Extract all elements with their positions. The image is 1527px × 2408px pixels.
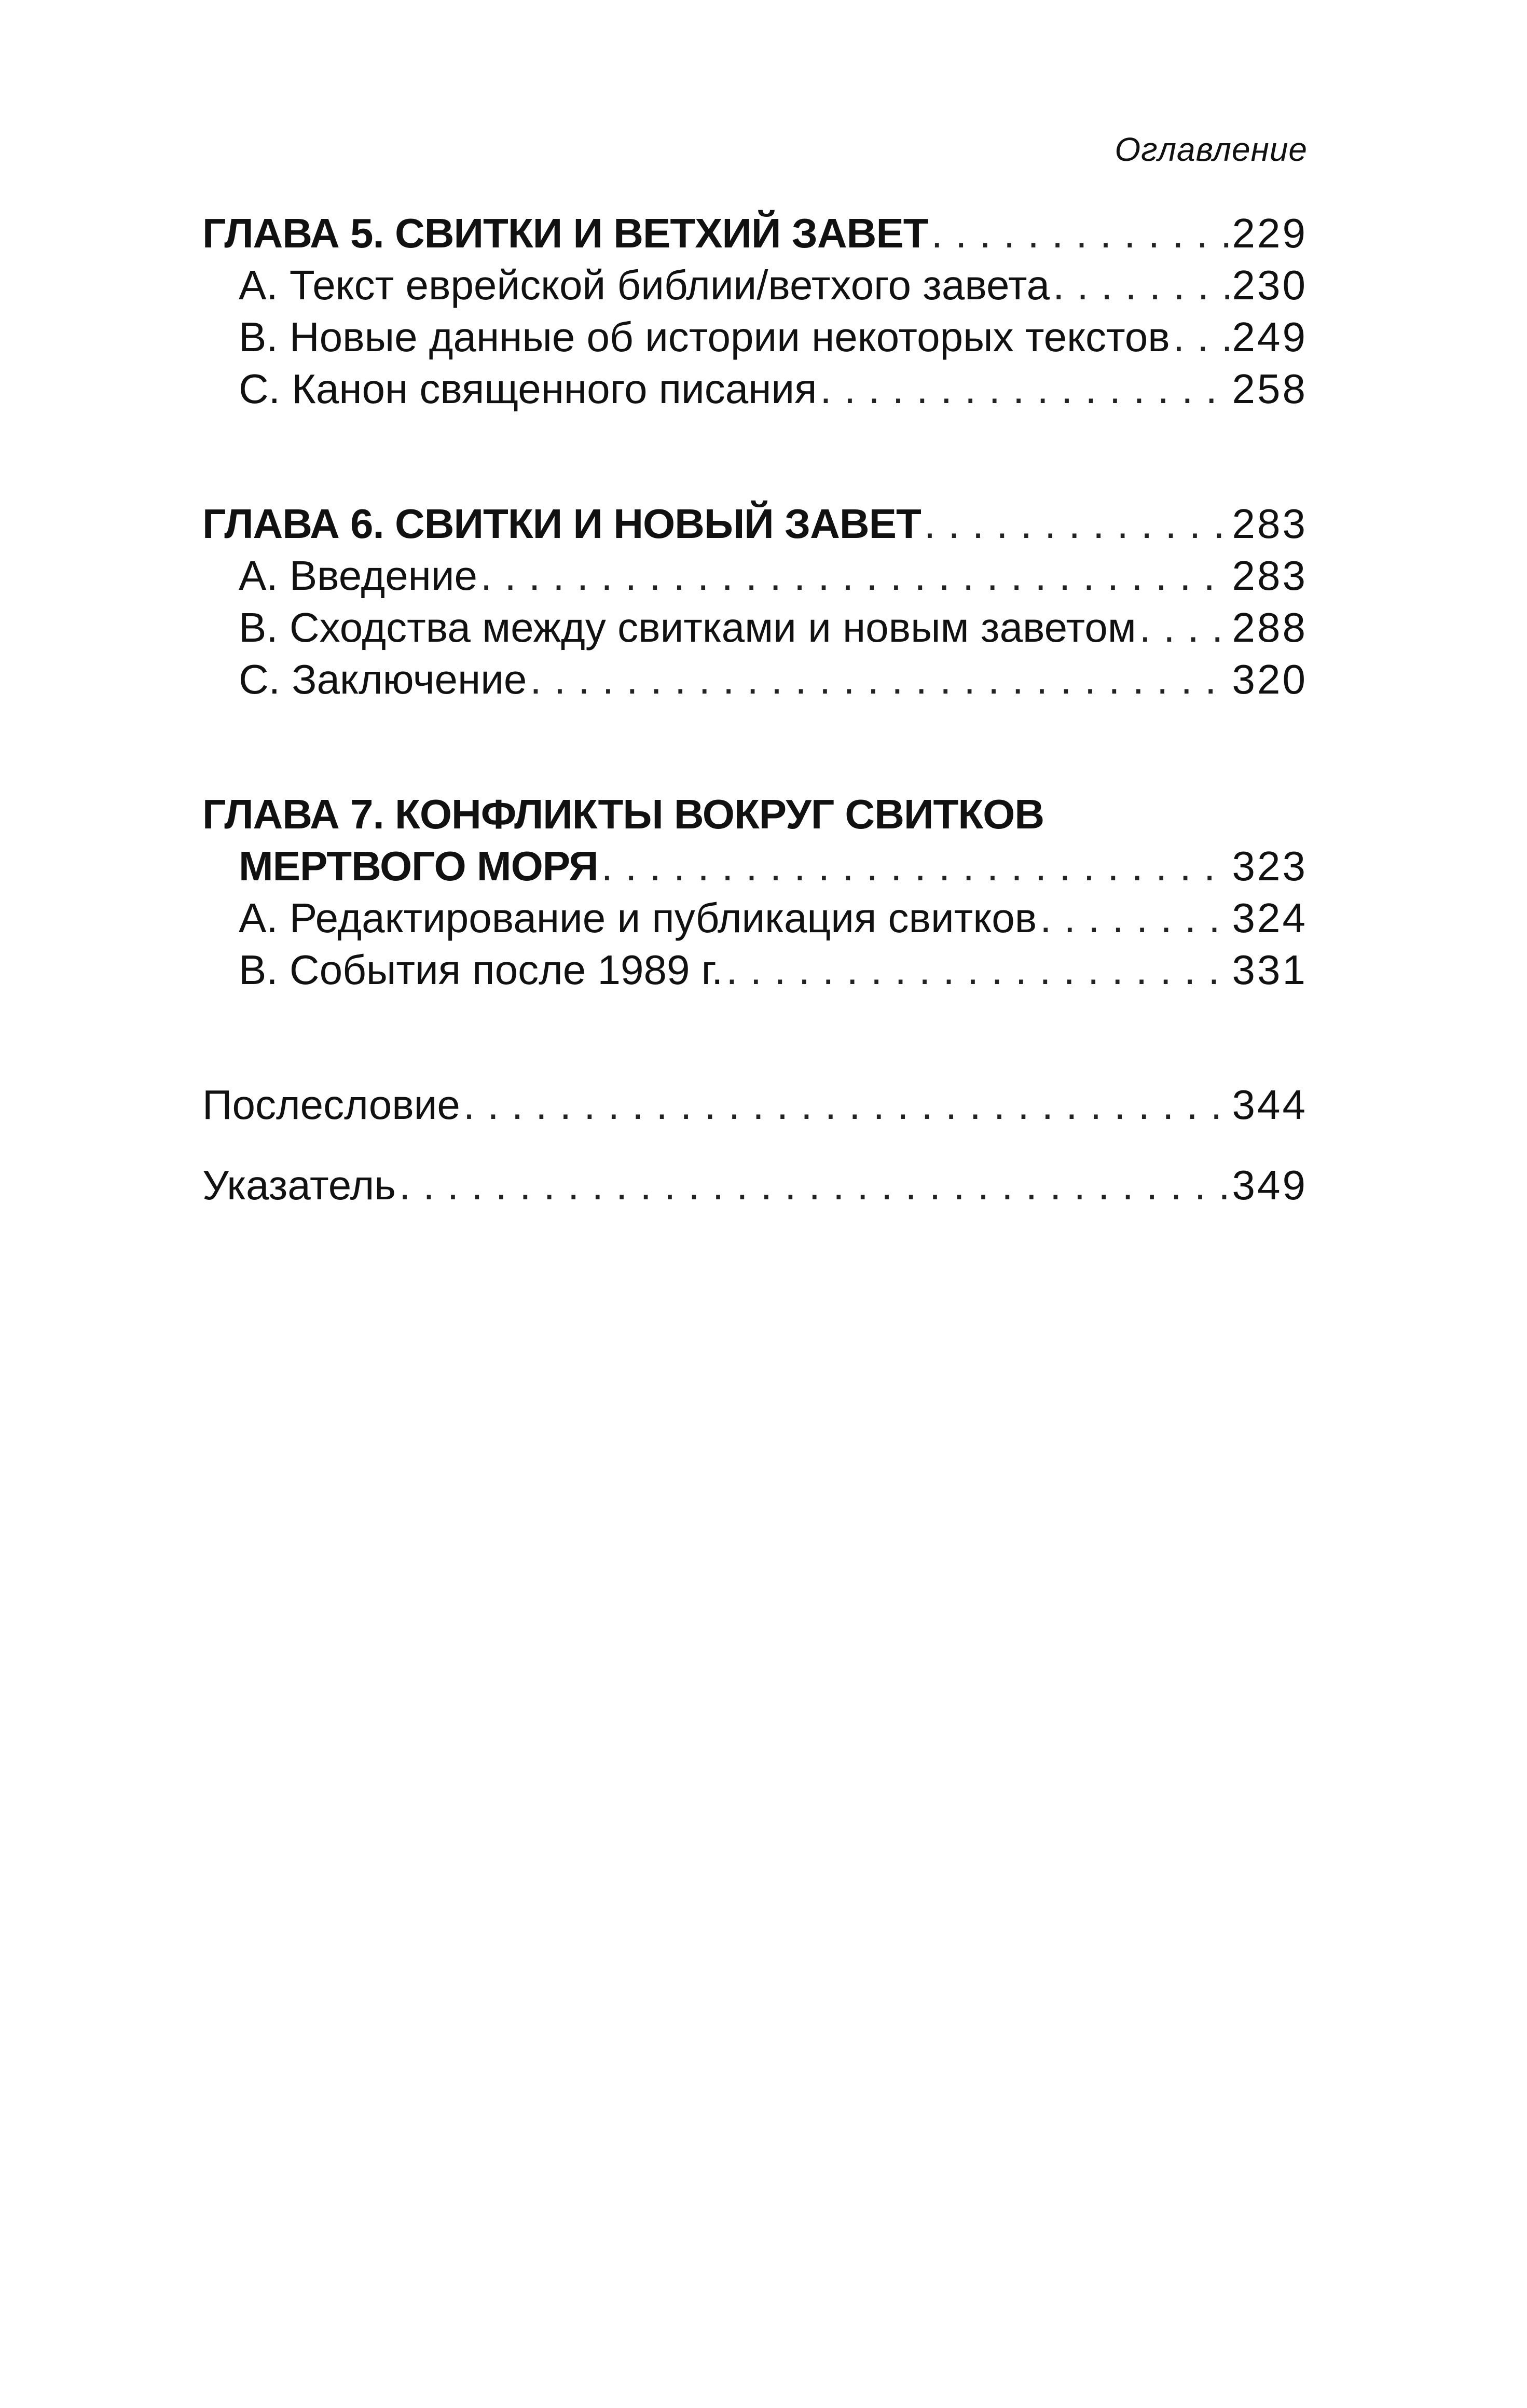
leader-dots <box>820 363 1229 415</box>
leader-dots <box>1139 602 1229 654</box>
chapter-6 <box>202 498 1308 705</box>
leader-dots <box>530 654 1229 705</box>
toc-entry-section[interactable] <box>202 550 1308 602</box>
page-number: 320 <box>1232 656 1308 702</box>
leader-dots <box>726 944 1229 996</box>
leader-dots <box>931 207 1229 259</box>
page-number: 344 <box>1232 1082 1308 1128</box>
chapter-7 <box>202 788 1308 996</box>
toc-entry-section[interactable] <box>202 259 1308 311</box>
leader-dots <box>601 840 1229 892</box>
leader-dots <box>1173 311 1229 363</box>
leader-dots <box>1053 259 1229 311</box>
section-title: B. Новые данные об истории некоторых текстов <box>239 314 1170 360</box>
toc-entry-section[interactable] <box>202 944 1308 996</box>
toc-entry-section[interactable] <box>202 363 1308 415</box>
page-number: 288 <box>1232 604 1308 651</box>
page-number: 283 <box>1232 552 1308 599</box>
page-number: 349 <box>1232 1162 1308 1208</box>
leader-dots <box>399 1159 1229 1211</box>
book-page <box>202 0 1308 2408</box>
page-number: 249 <box>1232 314 1308 360</box>
chapter-title: ГЛАВА 5. СВИТКИ И ВЕТХИЙ ЗАВЕТ <box>202 210 928 256</box>
toc-entry-afterword[interactable] <box>202 1079 1308 1131</box>
chapter-title: ГЛАВА 6. СВИТКИ И НОВЫЙ ЗАВЕТ <box>202 501 921 547</box>
section-title: A. Редактирование и публикация свитков <box>239 895 1037 941</box>
toc-entry-section[interactable] <box>202 602 1308 654</box>
toc-entry-index[interactable] <box>202 1159 1308 1211</box>
leader-dots <box>463 1079 1229 1131</box>
leader-dots <box>480 550 1229 602</box>
page-number: 258 <box>1232 366 1308 412</box>
toc-entry-chapter-6[interactable] <box>202 498 1308 550</box>
spacer <box>202 996 1308 1079</box>
toc-entry-chapter-5[interactable] <box>202 207 1308 259</box>
running-head: Оглавление <box>1115 131 1308 168</box>
table-of-contents <box>202 207 1308 1240</box>
page-number: 283 <box>1232 501 1308 547</box>
toc-entry-section[interactable] <box>202 892 1308 944</box>
chapter-5 <box>202 207 1308 415</box>
toc-entry-section[interactable] <box>202 654 1308 705</box>
page-number: 331 <box>1232 947 1308 993</box>
chapter-title-continued: МЕРТВОГО МОРЯ <box>239 843 598 889</box>
section-title: A. Текст еврейской библии/ветхого завета <box>239 262 1050 308</box>
page-number: 324 <box>1232 895 1308 941</box>
page-number: 230 <box>1232 262 1308 308</box>
leader-dots <box>924 498 1229 550</box>
section-title: B. События после 1989 г. <box>239 947 723 993</box>
page-number: 323 <box>1232 843 1308 889</box>
entry-title: Указатель <box>202 1162 396 1208</box>
page-number: 229 <box>1232 210 1308 256</box>
chapter-title: ГЛАВА 7. КОНФЛИКТЫ ВОКРУГ СВИТКОВ <box>202 791 1044 837</box>
toc-entry-section[interactable] <box>202 311 1308 363</box>
back-matter <box>202 1079 1308 1211</box>
toc-entry-chapter-7-line1[interactable] <box>202 788 1308 840</box>
section-title: C. Канон священного писания <box>239 366 817 412</box>
entry-title: Послесловие <box>202 1082 460 1128</box>
section-title: C. Заключение <box>239 656 527 702</box>
section-title: A. Введение <box>239 552 478 599</box>
toc-entry-chapter-7-line2[interactable] <box>202 840 1308 892</box>
leader-dots <box>1040 892 1229 944</box>
section-title: B. Сходства между свитками и новым заветом <box>239 604 1136 651</box>
